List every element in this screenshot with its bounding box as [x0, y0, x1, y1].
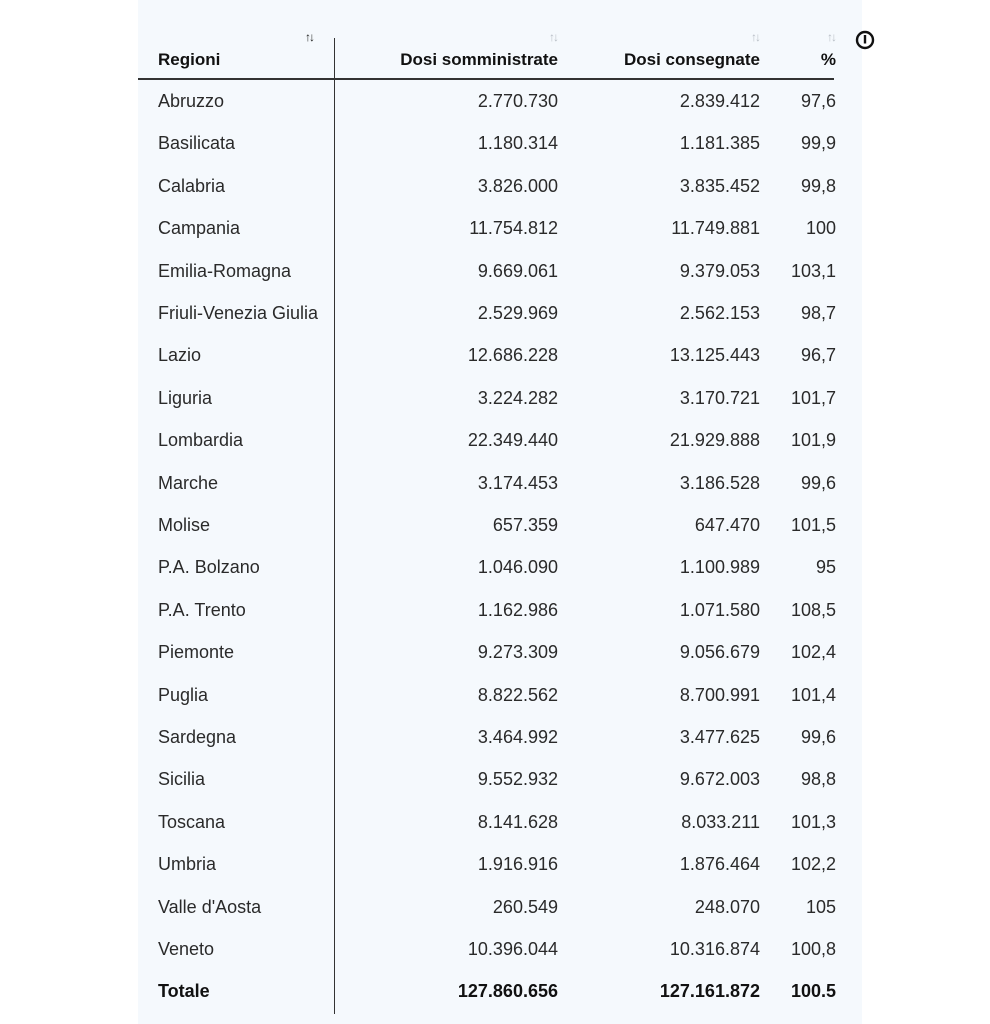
region-cell: Basilicata	[158, 133, 236, 154]
region-cell: Umbria	[158, 854, 217, 875]
percent-cell: 108,5	[790, 599, 836, 620]
administered-cell: 12.686.228	[467, 345, 558, 366]
region-cell: Sardegna	[158, 727, 237, 747]
delivered-cell: 1.071.580	[679, 599, 760, 620]
header-dosi-consegnate[interactable]: Dosi consegnate	[623, 50, 760, 69]
percent-cell: 101,4	[790, 684, 836, 705]
delivered-cell: 9.672.003	[679, 769, 760, 790]
delivered-cell: 21.929.888	[669, 430, 760, 451]
administered-cell: 8.141.628	[477, 811, 558, 832]
delivered-cell: 11.749.881	[671, 218, 760, 239]
table-row	[138, 250, 862, 292]
table-row	[138, 165, 862, 207]
header-regioni[interactable]: Regioni	[158, 50, 221, 69]
sort-percent-icon[interactable]: ↑↓	[827, 30, 835, 44]
delivered-cell: 647.470	[694, 515, 760, 535]
table-row	[138, 843, 862, 885]
table-row	[138, 377, 862, 419]
table-row	[138, 758, 862, 800]
delivered-cell: 2.839.412	[679, 91, 760, 111]
region-cell: Lazio	[158, 345, 202, 366]
region-cell: P.A. Bolzano	[158, 557, 260, 578]
percent-cell: 97,6	[800, 91, 836, 111]
administered-cell: 8.822.562	[477, 684, 558, 705]
table-row	[138, 674, 862, 716]
administered-cell: 2.529.969	[477, 303, 558, 323]
administered-cell: 3.464.992	[477, 727, 558, 747]
percent-cell: 101,5	[790, 515, 836, 535]
region-cell: Molise	[158, 515, 211, 535]
sort-dosi-consegnate-icon[interactable]: ↑↓	[751, 30, 759, 44]
percent-cell: 98,8	[800, 769, 836, 790]
delivered-cell: 2.562.153	[679, 303, 760, 323]
delivered-cell: 248.070	[694, 896, 760, 917]
percent-cell: 102,2	[790, 854, 836, 875]
region-cell: Calabria	[158, 175, 226, 196]
region-cell: Liguria	[158, 387, 213, 408]
administered-cell: 2.770.730	[477, 91, 558, 111]
table-row	[138, 334, 862, 376]
region-cell: Puglia	[158, 684, 209, 705]
administered-cell: 22.349.440	[467, 430, 558, 451]
administered-cell: 657.359	[492, 515, 558, 535]
administered-cell: 9.669.061	[477, 260, 558, 281]
delivered-cell: 3.186.528	[679, 472, 760, 493]
percent-cell: 101,9	[790, 430, 836, 451]
table-row	[138, 462, 862, 504]
delivered-cell: 3.477.625	[679, 727, 760, 747]
table-row	[138, 801, 862, 843]
administered-cell: 9.552.932	[477, 769, 558, 790]
percent-cell: 100	[805, 218, 836, 239]
table-row	[138, 207, 862, 249]
table-row	[138, 546, 862, 588]
table-row	[138, 292, 862, 334]
delivered-cell: 1.181.385	[679, 133, 760, 154]
administered-cell: 10.396.044	[467, 939, 558, 959]
administered-cell: 1.916.916	[477, 854, 558, 875]
percent-cell: 100.5	[790, 981, 836, 1002]
sort-regioni-icon[interactable]: ↑↓	[305, 30, 313, 44]
percent-cell: 96,7	[800, 345, 836, 366]
percent-cell: 100,8	[790, 939, 836, 959]
table-row	[138, 928, 862, 970]
administered-cell: 3.826.000	[477, 175, 558, 196]
percent-cell: 99,6	[800, 727, 836, 747]
table-row	[138, 122, 862, 164]
administered-cell: 3.224.282	[477, 387, 558, 408]
administered-cell: 11.754.812	[469, 218, 558, 239]
delivered-cell: 8.033.211	[681, 811, 760, 832]
administered-cell: 3.174.453	[477, 472, 558, 493]
administered-cell: 260.549	[492, 896, 558, 917]
delivered-cell: 3.835.452	[679, 175, 760, 196]
delivered-cell: 127.161.872	[659, 981, 760, 1002]
region-cell: Piemonte	[158, 642, 235, 663]
region-cell: Emilia-Romagna	[158, 260, 292, 281]
percent-cell: 102,4	[790, 642, 836, 663]
percent-cell: 105	[805, 896, 836, 917]
region-cell: Abruzzo	[158, 91, 225, 111]
percent-cell: 98,7	[800, 303, 836, 323]
table-header	[138, 28, 862, 78]
administered-cell: 127.860.656	[457, 981, 558, 1002]
percent-cell: 101,7	[790, 387, 836, 408]
region-cell: Valle d'Aosta	[158, 896, 262, 917]
table-row	[138, 419, 862, 461]
table-row	[138, 631, 862, 673]
administered-cell: 1.046.090	[477, 557, 558, 578]
region-cell: Marche	[158, 472, 219, 493]
table-row	[138, 504, 862, 546]
info-icon[interactable]	[855, 30, 875, 50]
region-cell: Veneto	[158, 939, 215, 959]
table-row	[138, 716, 862, 758]
table-row	[138, 80, 862, 122]
sort-dosi-somministrate-icon[interactable]: ↑↓	[549, 30, 557, 44]
percent-cell: 99,8	[800, 175, 836, 196]
administered-cell: 1.180.314	[477, 133, 558, 154]
delivered-cell: 9.056.679	[679, 642, 760, 663]
table-row	[138, 886, 862, 928]
percent-cell: 99,6	[800, 472, 836, 493]
region-cell: Friuli-Venezia Giulia	[158, 303, 319, 323]
total-row	[138, 970, 862, 1012]
delivered-cell: 13.125.443	[669, 345, 760, 366]
percent-cell: 103,1	[790, 260, 836, 281]
percent-cell: 95	[815, 557, 836, 578]
header-percent[interactable]: %	[820, 50, 836, 69]
administered-cell: 1.162.986	[477, 599, 558, 620]
region-cell: Lombardia	[158, 430, 244, 451]
region-cell: Totale	[158, 981, 210, 1002]
table-row	[138, 589, 862, 631]
percent-cell: 101,3	[790, 811, 836, 832]
administered-cell: 9.273.309	[477, 642, 558, 663]
delivered-cell: 8.700.991	[679, 684, 760, 705]
delivered-cell: 10.316.874	[669, 939, 760, 959]
delivered-cell: 1.876.464	[679, 854, 760, 875]
delivered-cell: 1.100.989	[679, 557, 760, 578]
percent-cell: 99,9	[800, 133, 836, 154]
region-cell: P.A. Trento	[158, 599, 246, 620]
region-cell: Toscana	[158, 811, 226, 832]
delivered-cell: 9.379.053	[679, 260, 760, 281]
region-cell: Campania	[158, 218, 241, 239]
region-cell: Sicilia	[158, 769, 206, 790]
delivered-cell: 3.170.721	[679, 387, 760, 408]
header-dosi-somministrate[interactable]: Dosi somministrate	[400, 50, 558, 69]
